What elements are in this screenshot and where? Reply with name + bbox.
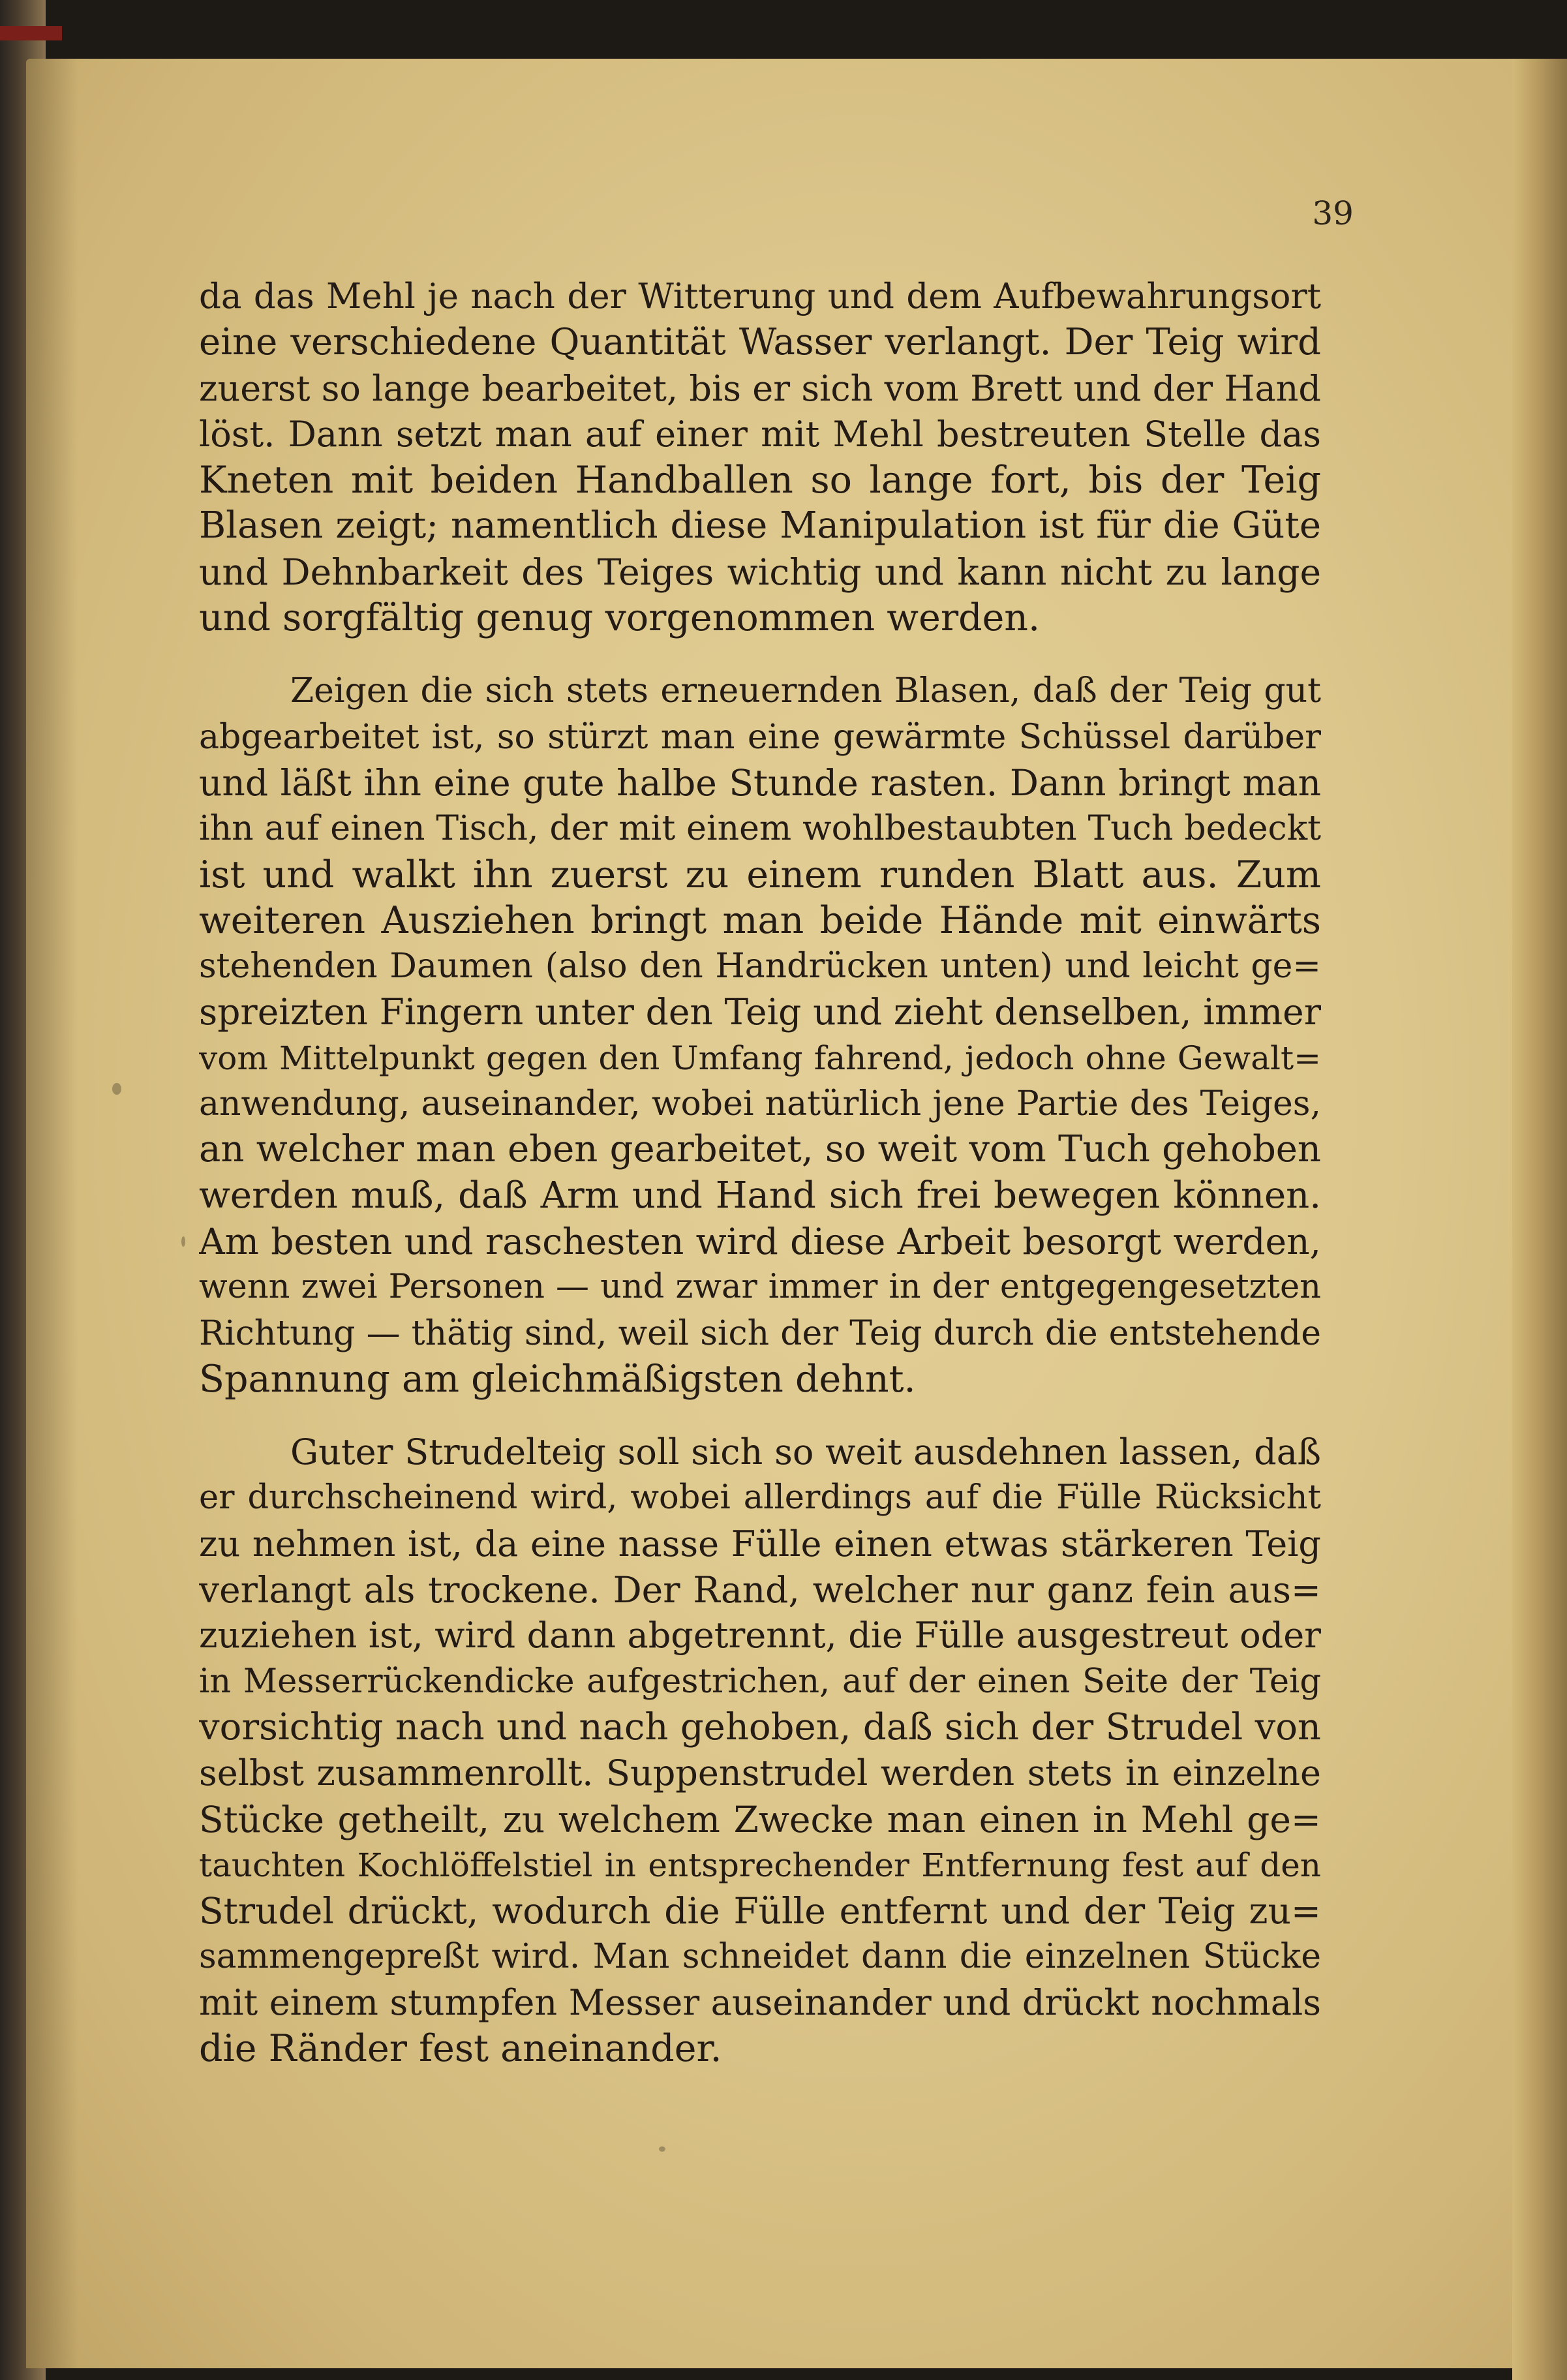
page-gutter-shadow [26,59,78,2368]
text-line: eine verschiedene Quantität Wasser verlangt. Der Teig wird [199,321,1321,364]
body-text [199,274,1321,2071]
text-line: Richtung — thätig sind, weil sich der Teig durch die entstehende [199,1313,1321,1353]
text-line: vom Mittelpunkt gegen den Umfang fahrend, jedoch ohne Gewalt= [199,1039,1321,1077]
text-line: anwendung, auseinander, wobei natürlich jene Partie des Teiges, [199,1084,1321,1124]
text-line: sammengepreßt wird. Man schneidet dann die einzelnen Stücke [199,1937,1321,1977]
text-line: zu nehmen ist, da eine nasse Fülle einen etwas stärkeren Teig [199,1523,1321,1564]
text-line: Kneten mit beiden Handballen so lange fort, bis der Teig [199,459,1321,502]
text-line: zuziehen ist, wird dann abgetrennt, die Fülle ausgestreut oder [199,1615,1321,1656]
text-line: stehenden Daumen (also den Handrücken unten) und leicht ge= [199,947,1321,986]
text-line: weiteren Ausziehen bringt man beide Hände mit einwärts [199,898,1321,942]
text-line: und sorgfältig genug vorgenommen werden. [199,596,1041,640]
text-line: er durchscheinend wird, wobei allerdings auf die Fülle Rücksicht [199,1478,1321,1518]
text-line: spreizten Fingern unter den Teig und zieht denselben, immer [199,991,1321,1033]
text-line: und läßt ihn eine gute halbe Stunde rasten. Dann bringt man [199,761,1321,804]
text-line: Guter Strudelteig soll sich so weit ausdehnen lassen, daß [290,1431,1321,1473]
text-line: in Messerrückendicke aufgestrichen, auf der einen Seite der Teig [199,1662,1321,1701]
text-line: löst. Dann setzt man auf einer mit Mehl bestreuten Stelle das [199,413,1321,455]
text-line: Blasen zeigt; namentlich diese Manipulation ist für die Güte [199,504,1321,547]
text-line: Spannung am gleichmäßigsten dehnt. [199,1357,916,1401]
text-line: vorsichtig nach und nach gehoben, daß sich der Strudel von [199,1705,1321,1748]
book-spine-mark [0,26,62,40]
text-line: Zeigen die sich stets erneuernden Blasen, daß der Teig gut [290,671,1321,711]
paper-speck [112,1083,121,1095]
text-line: und Dehnbarkeit des Teiges wichtig und kann nicht zu lange [199,551,1321,593]
page-number: 39 [1312,194,1354,232]
text-line: tauchten Kochlöffelstiel in entsprechender Entfernung fest auf den [199,1846,1321,1884]
paper-speck [659,2146,665,2152]
text-line: abgearbeitet ist, so stürzt man eine gewärmte Schüssel darüber [199,717,1321,757]
text-line: werden muß, daß Arm und Hand sich frei bewegen können. [199,1174,1321,1217]
text-line: verlangt als trockene. Der Rand, welcher nur ganz fein aus= [199,1569,1321,1611]
page-stack-edge [1512,59,1567,2380]
text-line: wenn zwei Personen — und zwar immer in der entgegengesetzten [199,1268,1321,1307]
paragraph-1 [199,274,1321,641]
text-line: ist und walkt ihn zuerst zu einem runden Blatt aus. Zum [199,853,1321,896]
text-line: an welcher man eben gearbeitet, so weit vom Tuch gehoben [199,1128,1321,1171]
paper-speck [181,1236,185,1247]
paragraph-2 [199,668,1321,1402]
text-line: da das Mehl je nach der Witterung und dem Aufbewahrungsort [199,277,1321,316]
text-line: Stücke getheilt, zu welchem Zwecke man einen in Mehl ge= [199,1798,1321,1840]
text-line: die Ränder fest aneinander. [199,2026,722,2070]
paragraph-3 [199,1429,1321,2071]
text-line: Strudel drückt, wodurch die Fülle entfernt und der Teig zu= [199,1890,1321,1932]
text-line: zuerst so lange bearbeitet, bis er sich vom Brett und der Hand [199,367,1321,409]
text-line: ihn auf einen Tisch, der mit einem wohlbestaubten Tuch bedeckt [199,809,1321,849]
text-line: selbst zusammenrollt. Suppenstrudel werden stets in einzelne [199,1752,1321,1794]
text-line: Am besten und raschesten wird diese Arbeit besorgt werden, [199,1220,1321,1262]
text-line: mit einem stumpfen Messer auseinander und drückt nochmals [199,1981,1321,2023]
